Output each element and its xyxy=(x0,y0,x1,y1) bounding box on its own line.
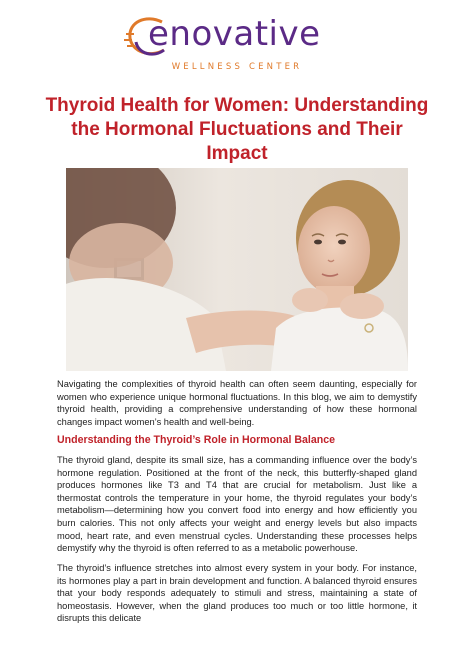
article-hero-image xyxy=(66,168,408,371)
site-logo[interactable] xyxy=(0,10,474,74)
doctor-examining-child-neck-photo xyxy=(66,168,408,371)
section-heading: Understanding the Thyroid’s Role in Hormonal Balance xyxy=(57,434,336,446)
intro-paragraph: Navigating the complexities of thyroid health can often seem daunting, especially for women who experience unique hormonal fluctuations. In this blog, we aim to demystify thyroid health, providing a comprehensive understanding of how these hormonal changes impact women’s health and well-being. xyxy=(57,379,417,427)
body-paragraph-2: The thyroid’s influence stretches into almost every system in your body. For instance, its hormones play a part in brain development and function. A balanced thyroid ensures that your body responds adequately to stimuli and stress, maintaining a state of homeostasis. However, when the gland produces too much or too little hormone, it disrupts this delicate xyxy=(57,563,417,624)
brand-tagline: WELLNESS CENTER xyxy=(171,62,303,72)
body-paragraph-1: The thyroid gland, despite its small size, has a commanding influence over the body’s hormone regulation. Positioned at the front of the neck, this butterfly-shaped gland produces hormones like T3 and T4 that are crucial for metabolism. Just like a thermostat controls the temperature in your home, the thyroid regulates your body’s metabolism—determining how you convert food into energy and how efficiently you burn calories. This not only affects your weight and energy levels but also impacts mood, heart rate, and even menstrual cycles. Understanding these processes helps demystify why the thyroid is often referred to as a metabolic powerhouse. xyxy=(57,455,417,554)
page-title: Thyroid Health for Women: Understanding the Hormonal Fluctuations and Their Impact xyxy=(45,95,429,164)
brand-name: enovative xyxy=(148,14,321,54)
